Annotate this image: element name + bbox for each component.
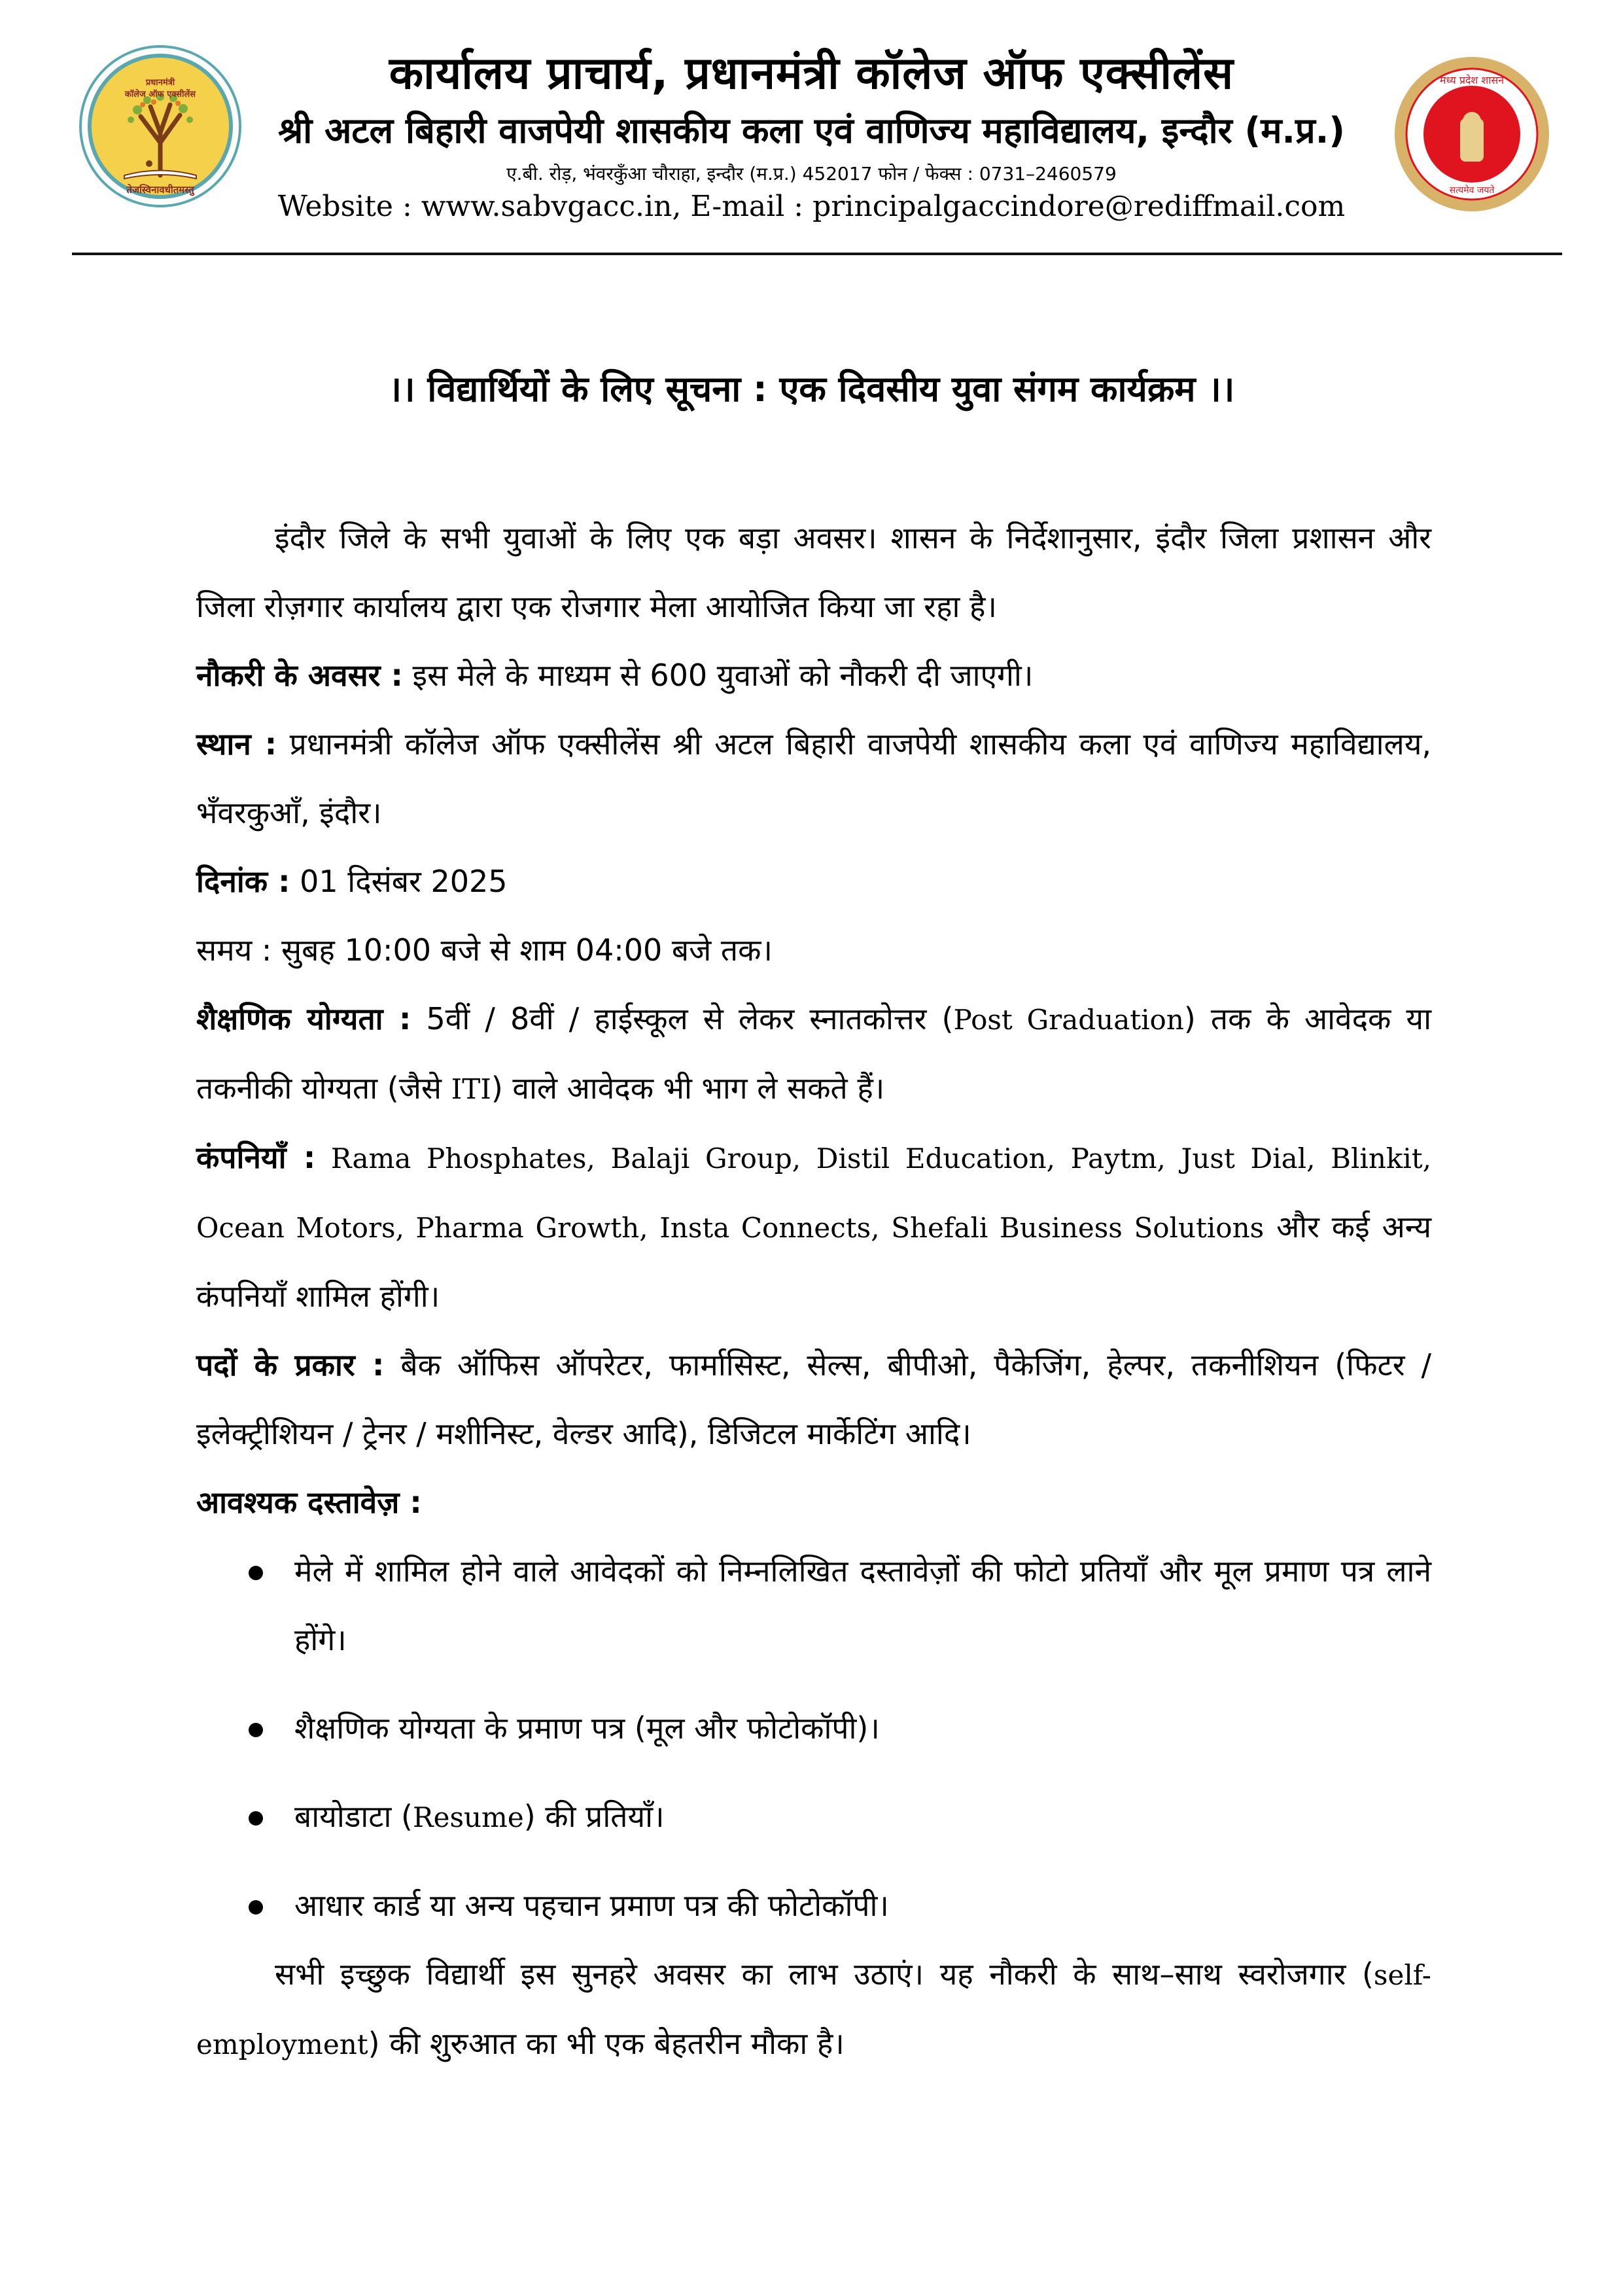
list-item	[196, 1537, 1431, 1674]
college-emblem-subtitle: कॉलेज ऑफ एक्सीलेंस	[124, 90, 196, 99]
list-item	[196, 1782, 1431, 1852]
qualification-text-iti: ITI	[451, 1073, 491, 1105]
date-text: 01 दिसंबर 2025	[290, 864, 508, 899]
notice-title: ।। विद्यार्थियों के लिए सूचना : एक दिवसीय युवा संगम कार्यक्रम ।।	[388, 368, 1235, 410]
document-item-text: शैक्षणिक योग्यता के प्रमाण पत्र (मूल और फोटोकॉपी)।	[294, 1710, 880, 1746]
positions-label: पदों के प्रकार :	[196, 1347, 385, 1383]
intro-paragraph: इंदौर जिले के सभी युवाओं के लिए एक बड़ा अवसर। शासन के निर्देशानुसार, इंदौर जिला प्रशासन और जिला रोज़गार कार्यालय द्वारा एक रोजगार मेला आयोजित किया जा रहा है।	[196, 520, 1431, 624]
bullet-icon	[249, 1811, 263, 1826]
time-paragraph: समय : सुबह 10:00 बजे से शाम 04:00 बजे तक।	[196, 932, 773, 968]
jobs-label: नौकरी के अवसर :	[196, 658, 403, 693]
documents-heading: आवश्यक दस्तावेज़ :	[196, 1485, 422, 1520]
seal-motto: सत्यमेव जयते	[1449, 185, 1495, 196]
college-emblem-title: प्रधानमंत्री	[145, 78, 175, 88]
date-label: दिनांक :	[196, 864, 290, 899]
qualification-paragraph	[196, 985, 1431, 1123]
office-title: कार्यालय प्राचार्य, प्रधानमंत्री कॉलेज ऑफ एक्सीलेंस	[389, 48, 1234, 99]
closing-paragraph	[196, 1940, 1431, 2079]
list-item	[196, 1871, 1431, 1940]
address-line: ए.बी. रोड़, भंवरकुँआ चौराहा, इन्दौर (म.प्र.) 452017 फोन / फेक्स : 0731–2460579	[506, 163, 1117, 185]
list-item	[196, 1694, 1431, 1763]
notice-body	[196, 504, 1431, 2079]
jobs-text: इस मेले के माध्यम से 600 युवाओं को नौकरी दी जाएगी।	[402, 658, 1034, 693]
contact-line: Website : www.sabvgacc.in, E-mail : principalgaccindore@rediffmail.com	[277, 190, 1346, 223]
documents-list	[196, 1537, 1431, 1940]
companies-list: Rama Phosphates, Balaji Group, Distil Education, Paytm, Just Dial, Blinkit, Ocean Motors, Pharma Growth, Insta Connects, Shefali Business Solutions	[196, 1142, 1432, 1244]
college-name: श्री अटल बिहारी वाजपेयी शासकीय कला एवं वाणिज्य महाविद्यालय, इन्दौर (म.प्र.)	[278, 110, 1345, 151]
companies-text: और कई अन्य कंपनियाँ शामिल होंगी।	[196, 1209, 1431, 1314]
companies-paragraph	[196, 1123, 1431, 1331]
document-item-text-en: Resume	[412, 1801, 524, 1833]
companies-label: कंपनियाँ :	[196, 1140, 316, 1175]
seal-top-text: मध्य प्रदेश शासन	[1439, 74, 1505, 86]
closing-text-a: सभी इच्छुक विद्यार्थी इस सुनहरे अवसर का लाभ उठाएं। यह नौकरी के साथ–साथ स्वरोजगार (	[275, 1956, 1374, 1992]
closing-text-b: ) की शुरुआत का भी एक बेहतरीन मौका है।	[368, 2026, 845, 2061]
date-paragraph	[196, 847, 1431, 916]
positions-paragraph	[196, 1331, 1431, 1468]
qualification-text-a: 5वीं / 8वीं / हाईस्कूल से लेकर स्नातकोत्तर (	[411, 1001, 954, 1036]
college-emblem-motto: तेजस्विनावधीतमस्तु	[126, 184, 194, 196]
venue-label: स्थान :	[196, 726, 277, 762]
qualification-text-en: Post Graduation	[953, 1004, 1184, 1036]
qualification-label: शैक्षणिक योग्यता :	[196, 1001, 411, 1036]
header-divider	[72, 253, 1562, 255]
venue-text: प्रधानमंत्री कॉलेज ऑफ एक्सीलेंस श्री अटल बिहारी वाजपेयी शासकीय कला एवं वाणिज्य महाविद्यालय, भँवरकुआँ, इंदौर।	[196, 726, 1431, 830]
document-item-text-b: ) की प्रतियाँ।	[523, 1799, 665, 1834]
document-item-text: मेले में शामिल होने वाले आवेदकों को निम्नलिखित दस्तावेज़ों की फोटो प्रतियाँ और मूल प्रमाण पत्र लाने होंगे।	[294, 1553, 1431, 1657]
document-item-text: आधार कार्ड या अन्य पहचान प्रमाण पत्र की फोटोकॉपी।	[294, 1888, 889, 1923]
closing-text-en: self-employment	[196, 1959, 1431, 2060]
positions-text: बैक ऑफिस ऑपरेटर, फार्मासिस्ट, सेल्स, बीपीओ, पैकेजिंग, हेल्पर, तकनीशियन (फिटर / इलेक्ट्रीशियन / ट्रेनर / मशीनिस्ट, वेल्डर आदि), डिजिटल मार्केटिंग आदि।	[196, 1347, 1431, 1451]
bullet-icon	[249, 1723, 263, 1737]
jobs-paragraph	[196, 641, 1431, 710]
document-item-text-a: बायोडाटा (	[294, 1799, 413, 1834]
venue-paragraph	[196, 710, 1431, 847]
bullet-icon	[249, 1566, 263, 1580]
qualification-text-b: ) तक के आवेदक या तकनीकी योग्यता (जैसे	[196, 1001, 1432, 1106]
bullet-icon	[249, 1900, 263, 1915]
qualification-text-c: ) वाले आवेदक भी भाग ले सकते हैं।	[491, 1070, 885, 1106]
